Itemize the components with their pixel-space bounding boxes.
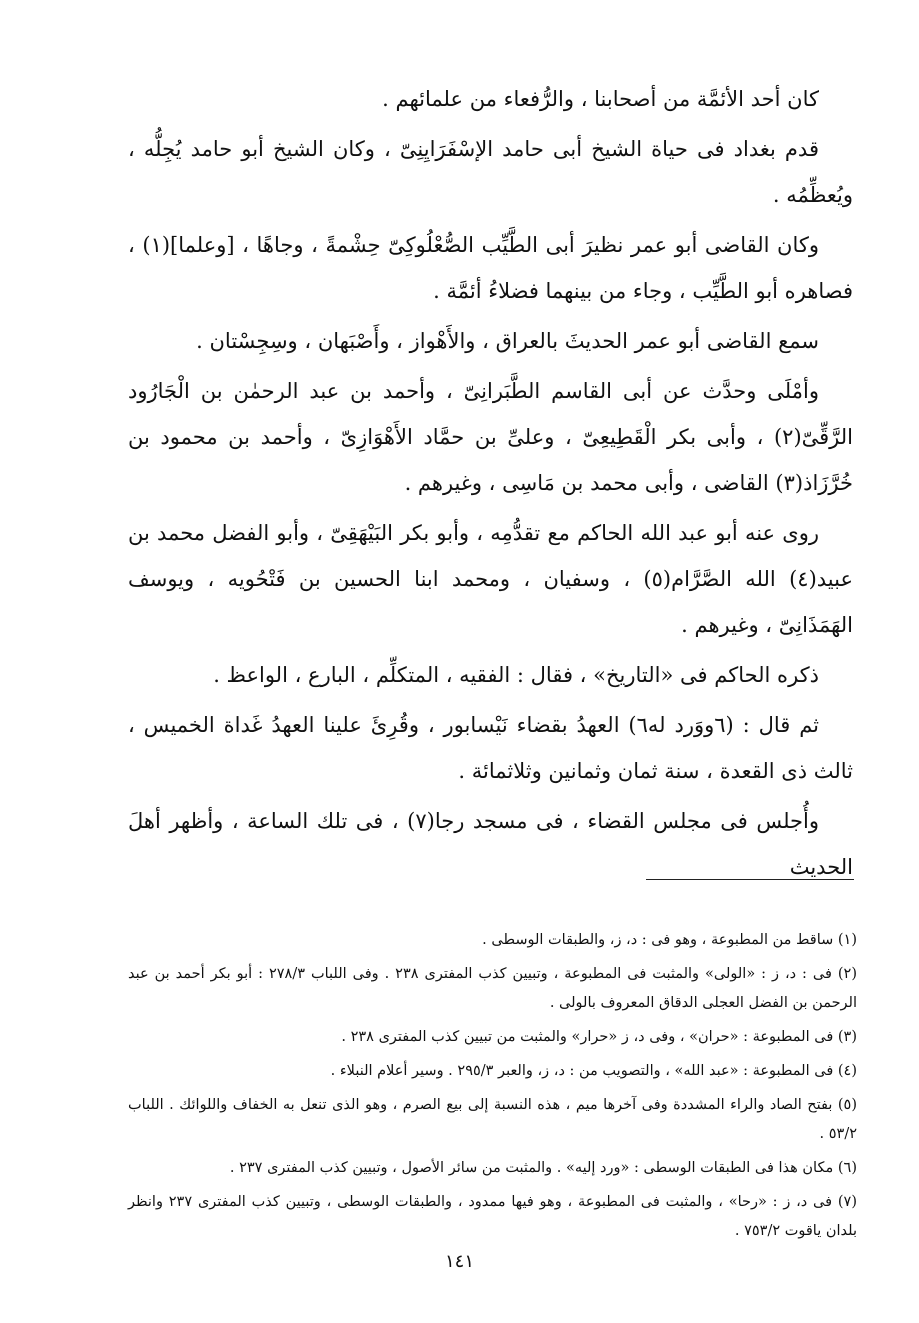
footnote-separator <box>646 879 854 880</box>
paragraph: ذكره الحاكم فى «التاريخ» ، فقال : الفقيه ، المتكلِّم ، البارع ، الواعظ . <box>213 663 819 687</box>
footnote: (٥) بفتح الصاد والراء المشددة وفى آخرها ميم ، هذه النسبة إلى بيع الصرم ، وهو الذى تنعل به الخفاف واللوائك . اللباب ٥٣/٢ . <box>128 1097 857 1142</box>
paragraph: روى عنه أبو عبد الله الحاكم مع تقدُّمِه ، وأبو بكر البَيْهَقِىّ ، وأبو الفضل محمد بن عبيد(٤) الله الصَّرَّام(٥) ، وسفيان ، ومحمد ابنا الحسين بن فَتْحُويه ، ويوسف الهَمَذَانِىّ ، وغيرهم . <box>128 521 853 637</box>
paragraph: ثم قال : (٦ووَرد له٦) العهدُ بقضاء نَيْسابور ، وقُرِئَ علينا العهدُ غَداة الخميس ، ثالث ذى القعدة ، سنة ثمان وثمانين وثلاثمائة . <box>128 713 853 783</box>
footnote: (١) ساقط من المطبوعة ، وهو فى : د، ز، والطبقات الوسطى . <box>482 932 857 948</box>
footnotes <box>128 926 857 1251</box>
footnote: (٧) فى د، ز : «رحا» ، والمثبت فى المطبوعة ، وهو فيها ممدود ، والطبقات الوسطى ، وتبيين كذب المفترى ٢٣٧ وانظر بلدان ياقوت ٧٥٣/٢ . <box>128 1194 857 1239</box>
paragraph: وأُجلس فى مجلس القضاء ، فى مسجد رجا(٧) ، فى تلك الساعة ، وأظهر أهلَ الحديث <box>128 809 853 879</box>
paragraph: وكان القاضى أبو عمر نظيرَ أبى الطَّيِّب الصُّعْلُوكِىّ حِشْمةً ، وجاهًا ، [وعلما](١) ، فصاهره أبو الطَّيِّب ، وجاء من بينهما فضلاءُ أئمَّة . <box>128 233 853 303</box>
footnote: (٣) فى المطبوعة : «حران» ، وفى د، ز «حرار» والمثبت من تبيين كذب المفترى ٢٣٨ . <box>341 1029 857 1045</box>
paragraph: كان أحد الأئمَّة من أصحابنا ، والرُّفعاء من علمائهم . <box>382 87 819 111</box>
footnote: (٢) فى : د، ز : «الولى» والمثبت فى المطبوعة ، وتبيين كذب المفترى ٢٣٨ . وفى اللباب ٢٧٨/٣ : أبو بكر أحمد بن عبد الرحمن بن الفضل العجلى الدقاق المعروف بالولى . <box>128 966 858 1011</box>
paragraph: وأمْلَى وحدَّث عن أبى القاسم الطَّبَرانِىّ ، وأحمد بن عبد الرحمٰن بن الْجَارُود الرَّقِّىّ(٢) ، وأبى بكر الْقَطِيعِىّ ، وعلىِّ بن حمَّاد الأَهْوَازِىّ ، وأحمد بن محمود بن خُرَّزَاذ(٣) القاضى ، وأبى محمد بن مَاسِى ، وغيرهم . <box>128 379 853 495</box>
main-text-body <box>128 76 853 894</box>
paragraph: قدم بغداد فى حياة الشيخ أبى حامد الإسْفَرَايِنِىّ ، وكان الشيخ أبو حامد يُجِلُّه ، ويُعظِّمُه . <box>128 137 853 207</box>
paragraph: سمع القاضى أبو عمر الحديثَ بالعراق ، والأَهْواز ، وأَصْبَهان ، وسِجِسْتان . <box>196 329 819 353</box>
footnote: (٤) فى المطبوعة : «عبد الله» ، والتصويب من : د، ز، والعبر ٢٩٥/٣ . وسير أعلام النبلاء . <box>330 1063 857 1079</box>
page-number: ١٤١ <box>444 1251 474 1272</box>
footnote: (٦) مكان هذا فى الطبقات الوسطى : «ورد إليه» . والمثبت من سائر الأصول ، وتبيين كذب المفترى ٢٣٧ . <box>229 1160 857 1176</box>
